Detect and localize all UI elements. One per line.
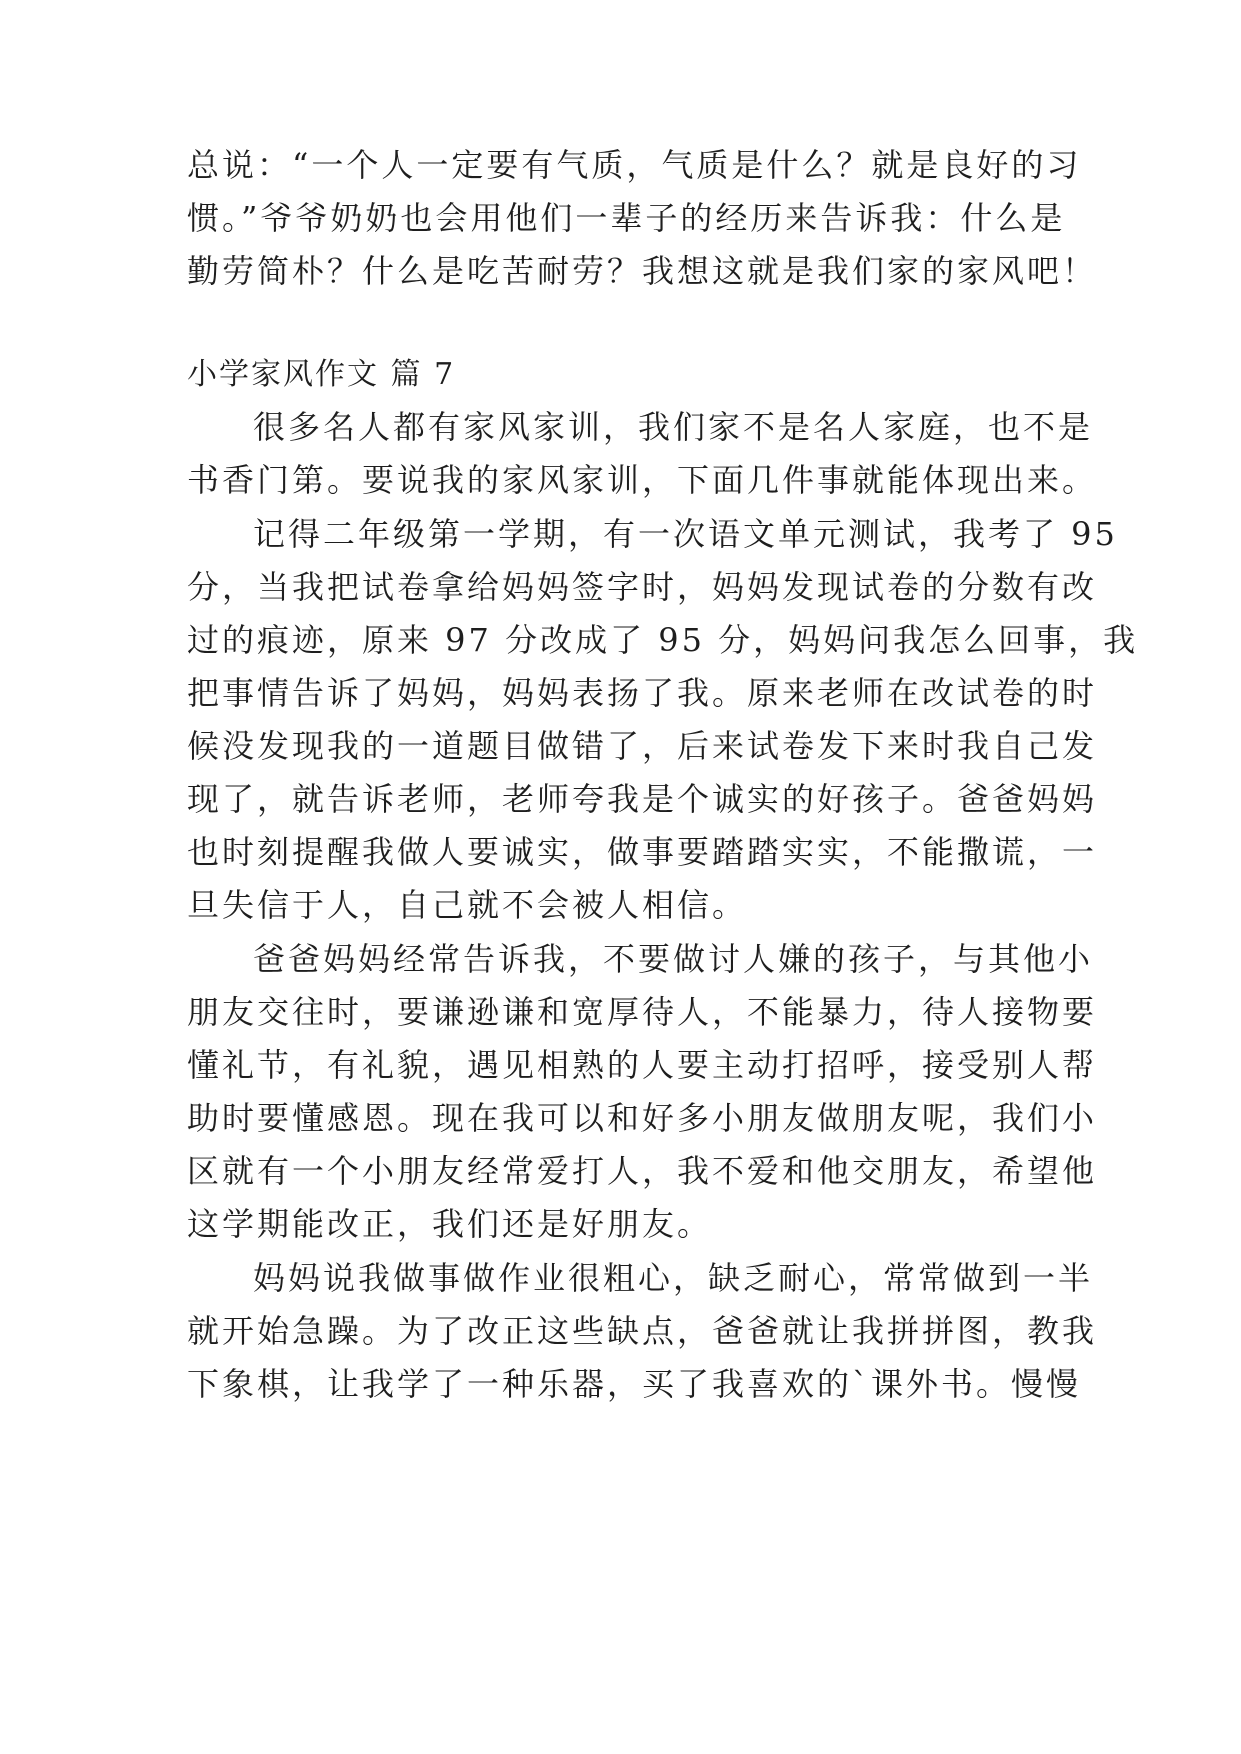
text-line: 朋友交往时，要谦逊谦和宽厚待人，不能暴力，待人接物要 [187,993,1098,1031]
text-line: 爸爸妈妈经常告诉我，不要做讨人嫌的孩子，与其他小 [253,940,1094,978]
text-line: 助时要懂感恩。现在我可以和好多小朋友做朋友呢，我们小 [187,1099,1098,1137]
text-line: 勤劳简朴？什么是吃苦耐劳？我想这就是我们家的家风吧！ [187,252,1098,290]
text-line: 下象棋，让我学了一种乐器，买了我喜欢的`课外书。慢慢 [187,1365,1082,1403]
text-line: 把事情告诉了妈妈，妈妈表扬了我。原来老师在改试卷的时 [187,674,1098,712]
text-line: 过的痕迹，原来 97 分改成了 95 分，妈妈问我怎么回事，我 [187,621,1139,659]
text-line: 很多名人都有家风家训，我们家不是名人家庭，也不是 [253,408,1094,446]
text-line: 分，当我把试卷拿给妈妈签字时，妈妈发现试卷的分数有改 [187,568,1098,606]
text-line: 惯。”爷爷奶奶也会用他们一辈子的经历来告诉我：什么是 [187,199,1066,237]
text-line: 也时刻提醒我做人要诚实，做事要踏踏实实，不能撒谎，一 [187,833,1098,871]
section-heading: 小学家风作文 篇 7 [187,357,456,392]
text-line: 记得二年级第一学期，有一次语文单元测试，我考了 95 [253,515,1118,553]
text-line: 旦失信于人，自己就不会被人相信。 [187,886,748,924]
text-line: 总说：“一个人一定要有气质，气质是什么？就是良好的习 [187,146,1082,184]
text-line: 现了，就告诉老师，老师夸我是个诚实的好孩子。爸爸妈妈 [187,780,1098,818]
text-line: 区就有一个小朋友经常爱打人，我不爱和他交朋友，希望他 [187,1152,1098,1190]
text-line: 候没发现我的一道题目做错了，后来试卷发下来时我自己发 [187,727,1098,765]
text-line: 这学期能改正，我们还是好朋友。 [187,1205,713,1243]
text-line: 妈妈说我做事做作业很粗心，缺乏耐心，常常做到一半 [253,1259,1094,1297]
text-line: 书香门第。要说我的家风家训，下面几件事就能体现出来。 [187,461,1098,499]
text-line: 懂礼节，有礼貌，遇见相熟的人要主动打招呼，接受别人帮 [187,1046,1098,1084]
text-line: 就开始急躁。为了改正这些缺点，爸爸就让我拼拼图，教我 [187,1312,1098,1350]
